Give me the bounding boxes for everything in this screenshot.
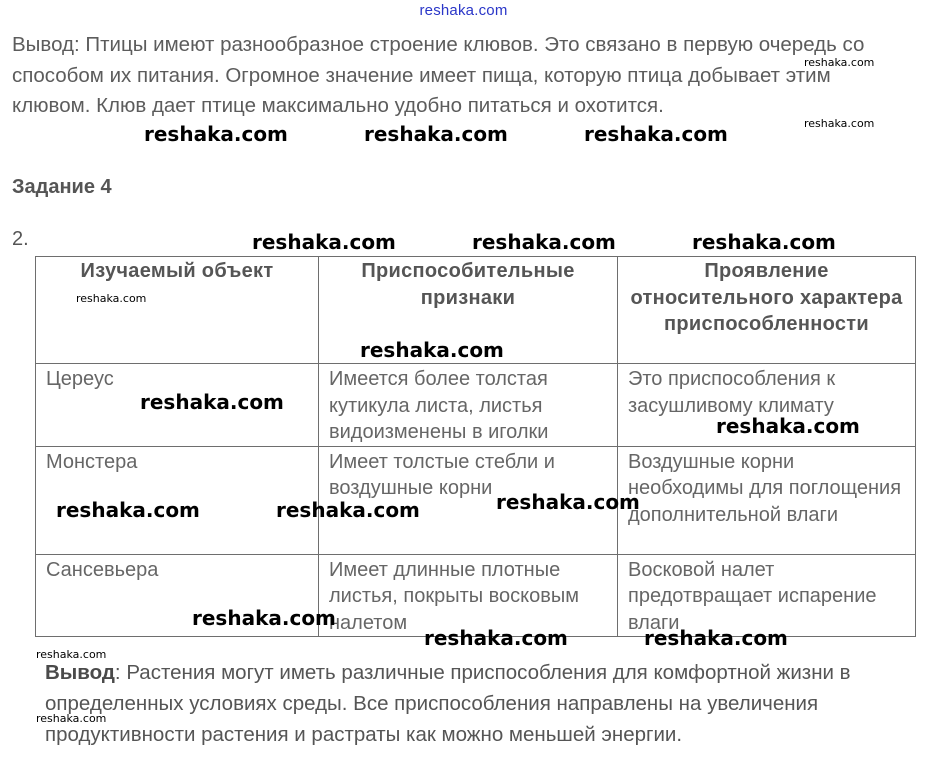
- conclusion-text: : Растения могут иметь различные приспособления для комфортной жизни в определенных условиях среды. Все приспособления направлены на увеличения продуктивности растения и растраты как можно меньшей энергии.: [45, 661, 851, 746]
- watermark: reshaka.com: [804, 56, 875, 69]
- watermark: reshaka.com: [144, 122, 288, 146]
- cell-object: Монстера: [36, 446, 319, 554]
- watermark: reshaka.com: [424, 626, 568, 650]
- intro-conclusion-paragraph: Вывод: Птицы имеют разнообразное строение клювов. Это связано в первую очередь со способом их питания. Огромное значение имеет пища, которую птица добывает этим клювом. Клюв дает птице максимально удобно питаться и охотится.: [12, 33, 865, 117]
- watermark: reshaka.com: [252, 230, 396, 254]
- watermark: reshaka.com: [276, 498, 420, 522]
- cell-relative-nature: Восковой налет предотвращает испарение влаги: [618, 554, 916, 637]
- watermark: reshaka.com: [192, 606, 336, 630]
- watermark: reshaka.com: [36, 712, 107, 725]
- watermark: reshaka.com: [804, 117, 875, 130]
- conclusion-label: Вывод: [45, 661, 115, 684]
- cell-features: Имеется более толстая кутикула листа, листья видоизменены в иголки: [319, 364, 618, 447]
- watermark: reshaka.com: [496, 490, 640, 514]
- watermark: reshaka.com: [644, 626, 788, 650]
- cell-features: Имеет длинные плотные листья, покрыты восковым налетом: [319, 554, 618, 637]
- item-number: 2.: [12, 228, 29, 250]
- column-header-relative-nature: Проявление относительного характера приспособленности: [618, 257, 916, 364]
- watermark: reshaka.com: [716, 414, 860, 438]
- cell-features: Имеет толстые стебли и воздушные корни: [319, 446, 618, 554]
- task-heading: Задание 4: [12, 176, 112, 198]
- watermark: reshaka.com: [692, 230, 836, 254]
- adaptations-table: [35, 256, 916, 637]
- watermark: reshaka.com: [56, 498, 200, 522]
- site-header[interactable]: reshaka.com: [419, 2, 508, 19]
- column-header-object: Изучаемый объект: [36, 257, 319, 364]
- watermark: reshaka.com: [360, 338, 504, 362]
- final-conclusion: [45, 657, 915, 750]
- watermark: reshaka.com: [472, 230, 616, 254]
- watermark: reshaka.com: [364, 122, 508, 146]
- watermark: reshaka.com: [140, 390, 284, 414]
- column-header-adaptive-features: Приспособительные признаки: [319, 257, 618, 364]
- cell-relative-nature: Воздушные корни необходимы для поглощения дополнительной влаги: [618, 446, 916, 554]
- cell-object: Сансевьера: [36, 554, 319, 637]
- watermark: reshaka.com: [76, 292, 147, 305]
- cell-object: Цереус: [36, 364, 319, 447]
- cell-relative-nature: Это приспособления к засушливому климату: [618, 364, 916, 447]
- watermark: reshaka.com: [584, 122, 728, 146]
- table-row: [36, 554, 916, 637]
- watermark: reshaka.com: [36, 648, 107, 661]
